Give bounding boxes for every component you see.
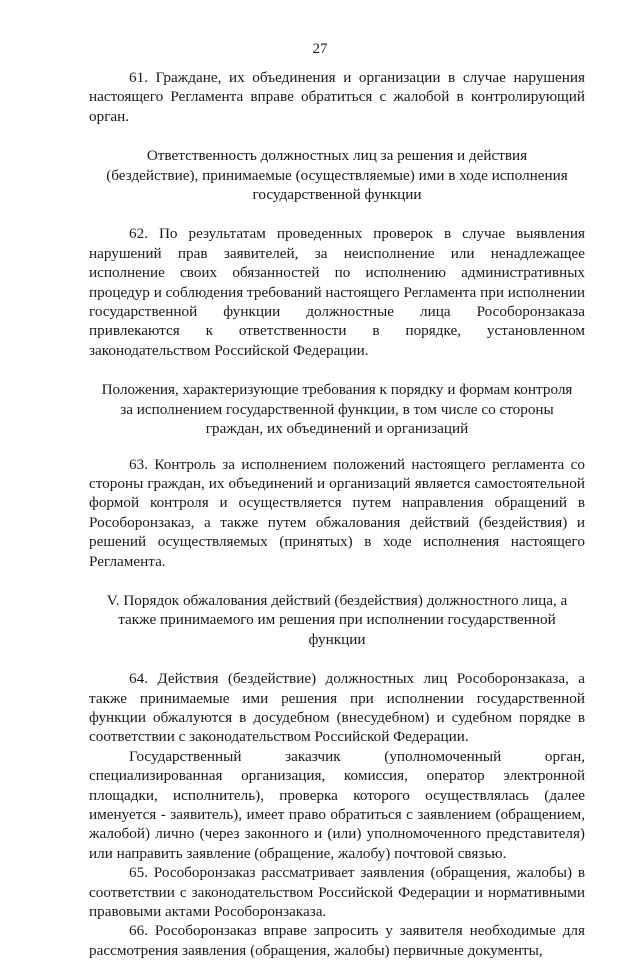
page-number: 27 [312, 41, 328, 57]
paragraph-64-continued: Государственный заказчик (уполномоченный орган, специализированная организация, комиссия, оператор электронной площадки, исполнитель), проверка которого осуществлялась (далее именуется - заявитель), имеет право обратиться с заявлением (обращением, жалобой) лично (через законного и (или) уполномоченного представителя) или направить заявление (обращение, жалобу) почтовой связью. [89, 747, 585, 862]
section-heading-appeal-procedure: V. Порядок обжалования действий (бездействия) должностного лица, а также принимаемого им решения при исполнении государственной функции [106, 591, 568, 648]
paragraph-66: 66. Рособоронзаказ вправе запросить у заявителя необходимые для рассмотрения заявления (обращения, жалобы) первичные документы, [89, 922, 585, 959]
paragraph-65: 65. Рособоронзаказ рассматривает заявления (обращения, жалобы) в соответствии с законодательством Российской Федерации и нормативными правовыми актами Рособоронзаказа. [89, 864, 585, 921]
section-heading-responsibility: Ответственность должностных лиц за решения и действия (бездействие), принимаемые (осуществляемые) ими в ходе исполнения государственной функции [106, 147, 568, 204]
paragraph-63: 63. Контроль за исполнением положений настоящего регламента со стороны граждан, их объединений и организаций является самостоятельной формой контроля и осуществляется путем направления обращений в Рособоронзаказ, а также путем обжалования действий (бездействия) и решений осуществляемых (принятых) в ходе исполнения настоящего Регламента. [89, 455, 585, 570]
paragraph-62: 62. По результатам проведенных проверок в случае выявления нарушений прав заявителей, за неисполнение или ненадлежащее исполнение своих обязанностей по исполнению административных процедур и соблюдения требований настоящего Регламента при исполнении государственной функции должностные лица Рособоронзаказа привлекаются к ответственности в порядке, установленном законодательством Российской Федерации. [89, 225, 585, 359]
paragraph-64: 64. Действия (бездействие) должностных лиц Рособоронзаказа, а также принимаемые ими решения при исполнении государственной функции обжалуются в досудебном (внесудебном) и судебном порядке в соответствии с законодательством Российской Федерации. [89, 670, 585, 746]
document-body [89, 68, 585, 960]
paragraph-61: 61. Граждане, их объединения и организации в случае нарушения настоящего Регламента вправе обратиться с жалобой в контролирующий орган. [89, 69, 585, 125]
section-heading-control-provisions: Положения, характеризующие требования к порядку и формам контроля за исполнением государственной функции, в том числе со стороны граждан, их объединений и организаций [101, 381, 573, 438]
